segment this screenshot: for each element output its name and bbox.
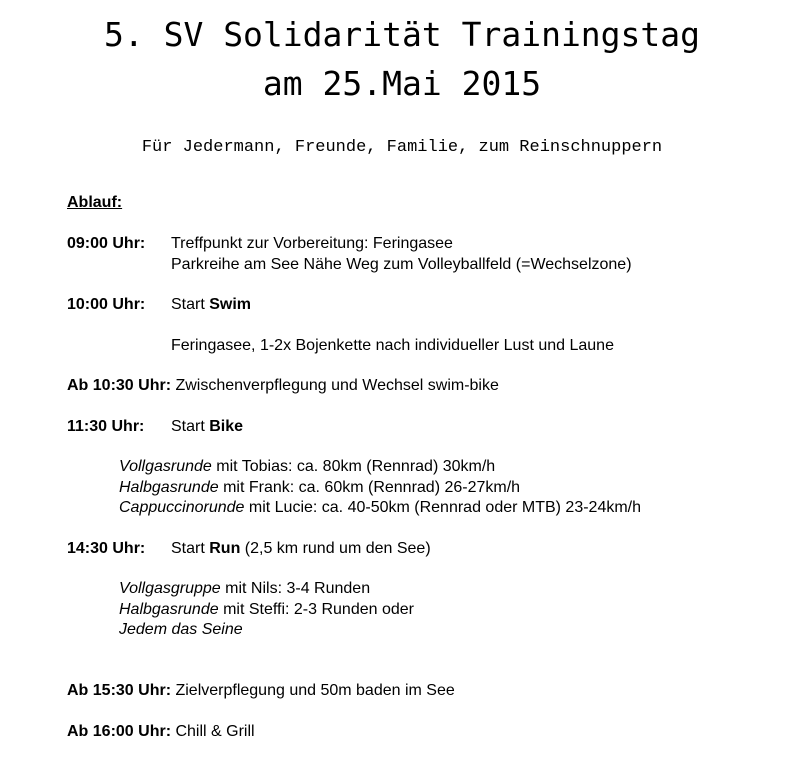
schedule-1030 bbox=[67, 376, 499, 396]
bike-group-name: Vollgasrunde bbox=[119, 458, 212, 475]
schedule-0900-line-2: Parkreihe am See Nähe Weg zum Volleyballfeld (=Wechselzone) bbox=[171, 256, 632, 273]
bike-group-detail: mit Lucie: ca. 40-50km (Rennrad oder MTB) 23-24km/h bbox=[244, 499, 642, 516]
bike-group bbox=[119, 457, 495, 477]
document-title-line-1: 5. SV Solidarität Trainingstag bbox=[103, 15, 701, 54]
sport-swim: Swim bbox=[209, 296, 252, 313]
ablauf-heading: Ablauf: bbox=[67, 194, 123, 211]
run-note: (2,5 km rund um den See) bbox=[240, 540, 431, 557]
schedule-0900-line-1: Treffpunkt zur Vorbereitung: Feringasee bbox=[171, 235, 453, 252]
bike-group bbox=[119, 478, 520, 498]
start-label: Start bbox=[171, 296, 210, 313]
time-1600: Ab 16:00 Uhr: bbox=[67, 723, 172, 740]
schedule-1430-start bbox=[171, 539, 431, 559]
schedule-1600 bbox=[67, 722, 255, 742]
document-subtitle: Für Jedermann, Freunde, Familie, zum Reinschnuppern bbox=[141, 138, 663, 157]
time-1530: Ab 15:30 Uhr: bbox=[67, 682, 172, 699]
time-1430: 14:30 Uhr: bbox=[67, 540, 146, 557]
run-group bbox=[119, 600, 414, 620]
sport-bike: Bike bbox=[209, 418, 244, 435]
schedule-1000-detail: Feringasee, 1-2x Bojenkette nach individueller Lust und Laune bbox=[171, 337, 614, 354]
schedule-1600-text: Chill & Grill bbox=[171, 723, 255, 740]
bike-group-name: Halbgasrunde bbox=[119, 479, 219, 496]
sport-run: Run bbox=[209, 540, 241, 557]
document-title-line-2: am 25.Mai 2015 bbox=[262, 64, 542, 103]
time-0900: 09:00 Uhr: bbox=[67, 235, 146, 252]
schedule-1000-start bbox=[171, 295, 251, 315]
bike-group-name: Cappuccinorunde bbox=[119, 499, 245, 516]
run-group-name: Vollgasgruppe bbox=[119, 580, 221, 597]
time-1000: 10:00 Uhr: bbox=[67, 296, 146, 313]
time-1130: 11:30 Uhr: bbox=[67, 418, 145, 435]
schedule-1530 bbox=[67, 681, 455, 701]
bike-group bbox=[119, 498, 641, 518]
run-group bbox=[119, 579, 370, 599]
run-group-name: Jedem das Seine bbox=[119, 621, 243, 638]
time-1030: Ab 10:30 Uhr: bbox=[67, 377, 172, 394]
run-group bbox=[119, 620, 243, 640]
bike-group-detail: mit Frank: ca. 60km (Rennrad) 26-27km/h bbox=[218, 479, 521, 496]
bike-group-detail: mit Tobias: ca. 80km (Rennrad) 30km/h bbox=[211, 458, 496, 475]
schedule-1530-text: Zielverpflegung und 50m baden im See bbox=[171, 682, 455, 699]
run-group-detail: mit Steffi: 2-3 Runden oder bbox=[218, 601, 414, 618]
schedule-1030-text: Zwischenverpflegung und Wechsel swim-bike bbox=[171, 377, 499, 394]
schedule-1130-start bbox=[171, 417, 243, 437]
run-group-name: Halbgasrunde bbox=[119, 601, 219, 618]
start-label: Start bbox=[171, 540, 210, 557]
run-group-detail: mit Nils: 3-4 Runden bbox=[220, 580, 371, 597]
start-label: Start bbox=[171, 418, 210, 435]
